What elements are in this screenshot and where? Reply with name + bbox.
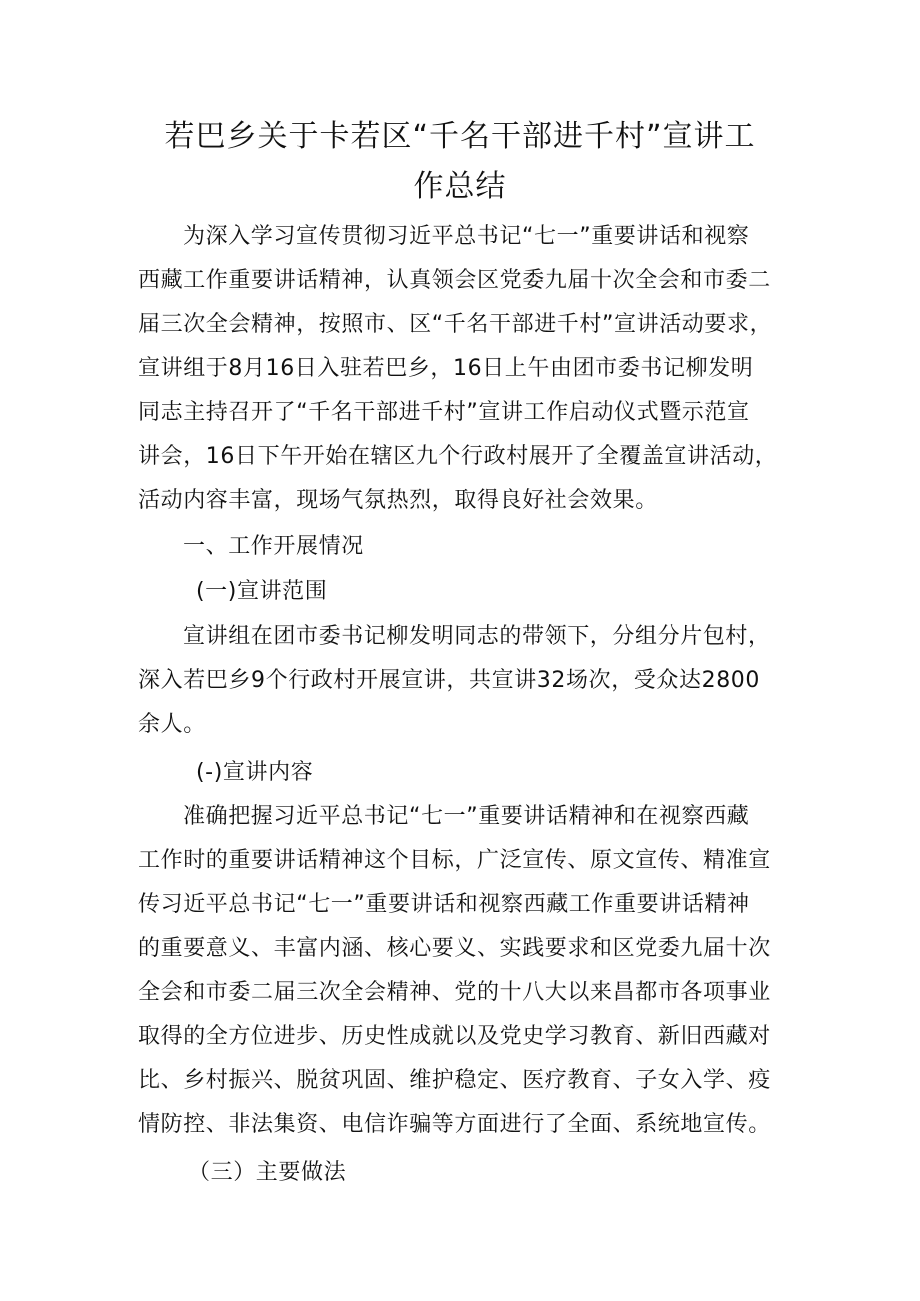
sub2-paragraph-line: 传习近平总书记“七一”重要讲话和视察西藏工作重要讲话精神 [138, 892, 750, 917]
intro-paragraph-line: 活动内容丰富，现场气氛热烈，取得良好社会效果。 [138, 488, 658, 513]
sub2-paragraph-line: 取得的全方位进步、历史性成就以及党史学习教育、新旧西藏对 [138, 1024, 771, 1049]
intro-paragraph-line: 同志主持召开了“千名干部进千村”宣讲工作启动仪式暨示范宣 [138, 400, 750, 425]
intro-paragraph-line: 讲会，16日下午开始在辖区九个行政村展开了全覆盖宣讲活动， [138, 444, 778, 469]
intro-paragraph-line: 西藏工作重要讲话精神，认真领会区党委九届十次全会和市委二 [138, 268, 771, 293]
sub1-paragraph-line: 宣讲组在团市委书记柳发明同志的带领下，分组分片包村， [183, 624, 771, 649]
sub2-paragraph-line: 工作时的重要讲话精神这个目标，广泛宣传、原文宣传、精准宣 [138, 848, 771, 873]
intro-paragraph-line: 届三次全会精神，按照市、区“千名干部进千村”宣讲活动要求， [138, 312, 773, 337]
sub2-paragraph-line: 的重要意义、丰富内涵、核心要义、实践要求和区党委九届十次 [138, 936, 771, 961]
sub2-paragraph-line: 全会和市委二届三次全会精神、党的十八大以来昌都市各项事业 [138, 980, 771, 1005]
subsection-heading: (-)宣讲内容 [196, 760, 314, 785]
intro-paragraph-line: 为深入学习宣传贯彻习近平总书记“七一”重要讲话和视察 [183, 224, 750, 249]
section-heading: 一、工作开展情况 [183, 534, 364, 559]
document-title-line-1: 若巴乡关于卡若区“千名干部进千村”宣讲工 [164, 119, 756, 154]
sub1-paragraph-line: 深入若巴乡9个行政村开展宣讲，共宣讲32场次，受众达2800 [138, 668, 760, 693]
sub1-paragraph-line: 余人。 [138, 712, 206, 737]
intro-paragraph-line: 宣讲组于8月16日入驻若巴乡，16日上午由团市委书记柳发明 [138, 356, 754, 381]
sub2-paragraph-line: 情防控、非法集资、电信诈骗等方面进行了全面、系统地宣传。 [138, 1112, 771, 1137]
sub2-paragraph-line: 比、乡村振兴、脱贫巩固、维护稳定、医疗教育、子女入学、疫 [138, 1068, 771, 1093]
subsection-heading: （三）主要做法 [188, 1160, 347, 1185]
subsection-heading: (一)宣讲范围 [196, 579, 328, 604]
sub2-paragraph-line: 准确把握习近平总书记“七一”重要讲话精神和在视察西藏 [183, 804, 750, 829]
document-title-line-2: 作总结 [413, 169, 507, 204]
